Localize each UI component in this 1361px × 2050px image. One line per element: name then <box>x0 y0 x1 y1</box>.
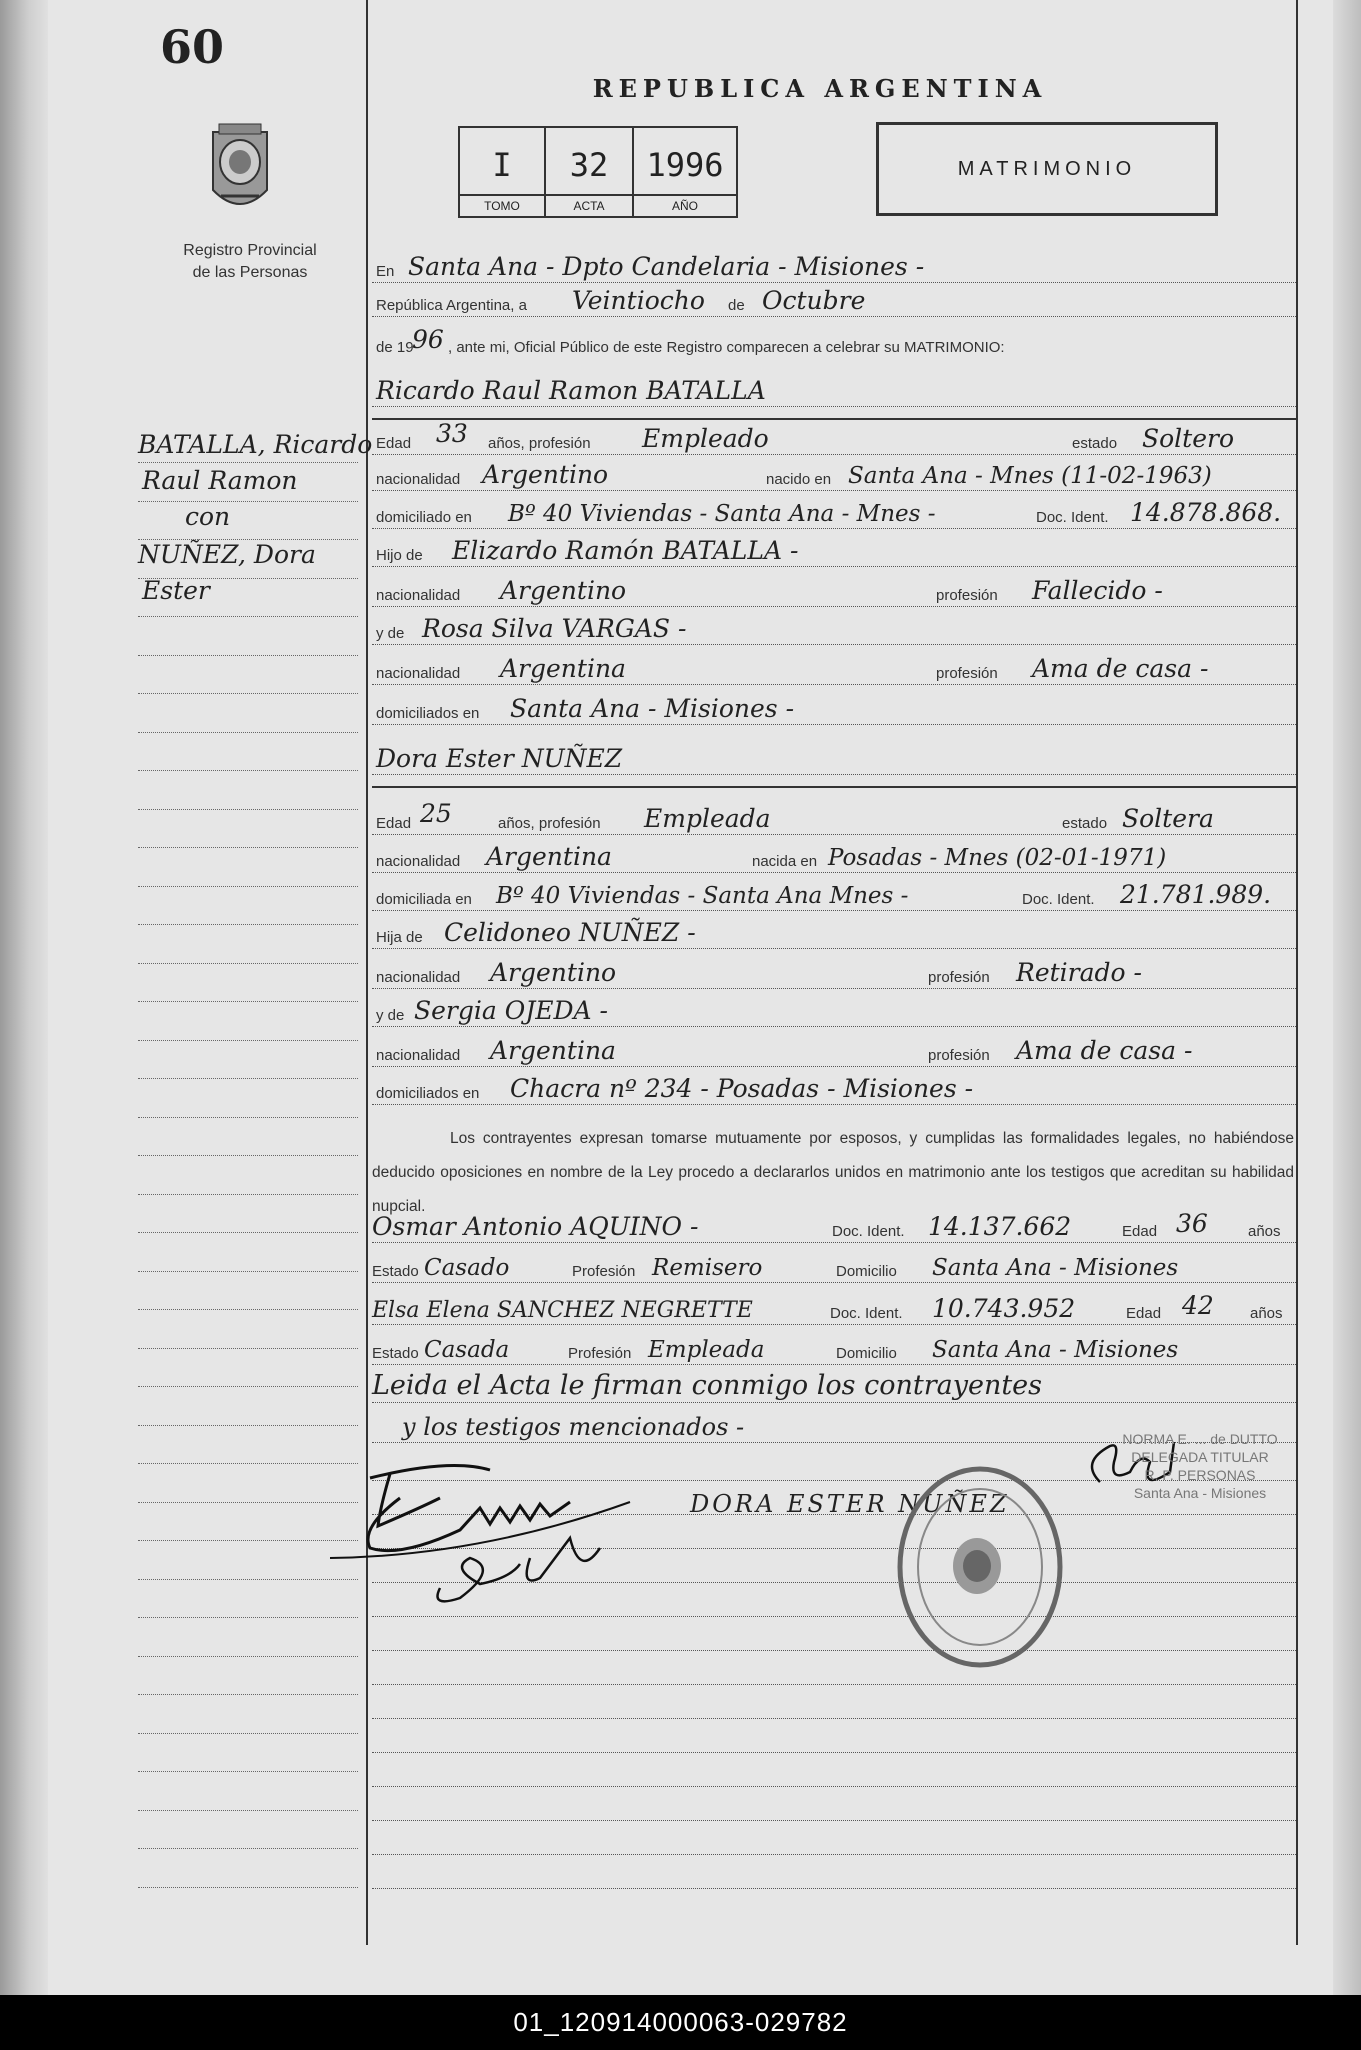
sello-line-1: NORMA E. ... de DUTTO <box>1122 1431 1278 1447</box>
margin-ruled-line <box>138 1425 358 1426</box>
underline <box>372 1066 1296 1067</box>
c2-dom-padres: Chacra nº 234 - Posadas - Misiones - <box>510 1074 974 1103</box>
y-de-label: y de <box>376 1007 405 1024</box>
row-en <box>372 252 1296 286</box>
tomo-cell <box>460 128 546 216</box>
estado-label: estado <box>1072 435 1118 452</box>
row-contrayente2-nombre <box>372 744 1296 778</box>
margin-ruled-line <box>138 1271 358 1272</box>
matrimonio-box: MATRIMONIO <box>876 122 1218 216</box>
estado-label: estado <box>1062 815 1108 832</box>
c2-madre-prof: Ama de casa - <box>1016 1036 1193 1065</box>
row-c2-dom-padres <box>372 1074 1296 1108</box>
margin-ruled-line <box>138 1502 358 1503</box>
provincial-seal-icon <box>205 120 275 220</box>
margin-ruled-line <box>138 1078 358 1079</box>
underline <box>372 948 1296 949</box>
registro-line-2: de las Personas <box>192 264 308 281</box>
margin-ruled-line <box>138 462 358 463</box>
margin-ruled-line <box>138 578 358 579</box>
en-value: Santa Ana - Dpto Candelaria - Misiones - <box>408 252 925 281</box>
domicilio-label: Domicilio <box>836 1263 897 1280</box>
row-t1-estado <box>372 1256 1296 1286</box>
row-t2-estado <box>372 1338 1296 1368</box>
row-cierre-1 <box>372 1370 1296 1406</box>
c2-padre: Celidoneo NUÑEZ - <box>444 918 696 947</box>
profesion-label: años, profesión <box>488 435 591 452</box>
cierre-line-1: Leida el Acta le firman conmigo los contrayentes <box>372 1370 1043 1401</box>
c1-madre-nac: Argentina <box>500 654 626 683</box>
underline <box>372 988 1296 989</box>
underline <box>372 834 1296 835</box>
row-c2-madre-nac <box>372 1036 1296 1070</box>
sello-line-4: Santa Ana - Misiones <box>1133 1485 1267 1501</box>
ruled-line <box>372 1888 1296 1889</box>
sello-line-3: R. P. PERSONAS <box>1144 1467 1256 1483</box>
underline <box>372 1026 1296 1027</box>
profesion-label: profesión <box>936 587 998 604</box>
c2-nacida: Posadas - Mnes (02-01-1971) <box>828 845 1167 871</box>
domiciliados-label: domiciliados en <box>376 705 480 722</box>
c1-madre: Rosa Silva VARGAS - <box>422 614 687 643</box>
underline <box>372 644 1296 645</box>
row-c2-dom <box>372 880 1296 914</box>
document-title: REPUBLICA ARGENTINA <box>592 74 1048 103</box>
domicilio-label: Domicilio <box>836 1345 897 1362</box>
anio-suffix-value: 96 <box>412 325 444 354</box>
t1-domicilio: Santa Ana - Misiones <box>932 1255 1179 1281</box>
c2-nacionalidad: Argentina <box>486 842 612 871</box>
margin-ruled-line <box>138 1579 358 1580</box>
edad-label: Edad <box>376 435 412 452</box>
c2-doc: 21.781.989. <box>1120 880 1272 909</box>
ruled-line <box>372 1786 1296 1787</box>
margin-ruled-line <box>138 693 358 694</box>
margin-ruled-line <box>138 1771 358 1772</box>
row-contrayente1-nombre <box>372 376 1296 410</box>
ruled-line <box>372 1820 1296 1821</box>
scan-id-footer: 01_120914000063-029782 <box>0 1995 1361 2050</box>
ruled-line <box>372 1718 1296 1719</box>
acta-cell <box>546 128 634 216</box>
margin-ruled-line <box>138 1117 358 1118</box>
registro-label <box>150 240 350 284</box>
c2-madre-nac: Argentina <box>490 1036 616 1065</box>
doc-label: Doc. Ident. <box>830 1305 903 1322</box>
anio-label: AÑO <box>634 194 736 216</box>
underline <box>372 490 1296 491</box>
c2-estado: Soltera <box>1122 804 1214 833</box>
c1-estado: Soltero <box>1142 424 1235 453</box>
t1-doc: 14.137.662 <box>928 1212 1072 1241</box>
anios-label: años <box>1250 1305 1283 1322</box>
row-c2-nac <box>372 842 1296 876</box>
hijo-label: Hijo de <box>376 547 423 564</box>
tomo-value: I <box>492 146 512 184</box>
y-de-label: y de <box>376 625 405 642</box>
margin-ruled-line <box>138 1887 358 1888</box>
nacionalidad-label: nacionalidad <box>376 969 461 986</box>
margin-ruled-line <box>138 1848 358 1849</box>
margin-ruled-line <box>138 924 358 925</box>
c1-nacido: Santa Ana - Mnes (11-02-1963) <box>848 463 1212 489</box>
row-c2-madre <box>372 996 1296 1030</box>
margin-ruled-line <box>138 655 358 656</box>
c1-padre: Elizardo Ramón BATALLA - <box>452 536 799 565</box>
margin-ruled-line <box>138 1540 358 1541</box>
dia-value: Veintiocho <box>572 286 705 315</box>
t2-edad: 42 <box>1182 1291 1214 1320</box>
doc-label: Doc. Ident. <box>832 1223 905 1240</box>
margin-ruled-line <box>138 1001 358 1002</box>
profesion-label: profesión <box>928 969 990 986</box>
declaracion-paragraph: Los contrayentes expresan tomarse mutuamente por esposos, y cumplidas las formalidades legales, no habiéndose deducido oposiciones en nombre de la Ley procedo a declararlos unidos en matrimonio ante los testigos que acreditan su habilidad nupcial. <box>372 1130 1294 1215</box>
c2-domicilio: Bº 40 Viviendas - Santa Ana Mnes - <box>496 883 909 909</box>
profesion-label: profesión <box>936 665 998 682</box>
underline <box>372 1282 1296 1283</box>
row-c1-madre-nac <box>372 654 1296 688</box>
underline <box>372 1242 1296 1243</box>
book-binding <box>0 0 48 1995</box>
underline <box>372 528 1296 529</box>
row-c1-dom <box>372 498 1296 532</box>
mes-value: Octubre <box>762 286 866 315</box>
c1-padre-prof: Fallecido - <box>1032 576 1163 605</box>
doc-label: Doc. Ident. <box>1036 509 1109 526</box>
underline <box>372 454 1296 455</box>
margin-ruled-line <box>138 1155 358 1156</box>
row-c2-edad <box>372 799 1296 838</box>
profesion-label: Profesión <box>572 1263 636 1280</box>
row-c2-hija <box>372 918 1296 952</box>
underline <box>372 1324 1296 1325</box>
domiciliado-label: domiciliado en <box>376 509 472 526</box>
row-t2-nombre <box>372 1291 1296 1328</box>
ruled-line <box>372 1650 1296 1651</box>
en-label: En <box>376 263 395 280</box>
margin-ruled-line <box>138 809 358 810</box>
anios-label: años <box>1248 1223 1281 1240</box>
nacionalidad-label: nacionalidad <box>376 665 461 682</box>
row-c1-dom-padres <box>372 694 1296 728</box>
c2-madre: Sergia OJEDA - <box>414 996 608 1025</box>
underline <box>372 872 1296 873</box>
signature-contrayente1 <box>330 1438 670 1618</box>
t1-profesion: Remisero <box>652 1255 763 1281</box>
margin-ruled-line <box>138 1656 358 1657</box>
estado-label: Estado <box>372 1263 419 1280</box>
tomo-label: TOMO <box>460 194 544 216</box>
doc-label: Doc. Ident. <box>1022 891 1095 908</box>
underline <box>372 910 1296 911</box>
margin-ruled-line <box>138 732 358 733</box>
margin-ruled-line <box>138 963 358 964</box>
margin-ruled-line <box>138 886 358 887</box>
c2-profesion: Empleada <box>644 804 771 833</box>
c1-madre-prof: Ama de casa - <box>1032 654 1209 683</box>
profesion-label: profesión <box>928 1047 990 1064</box>
c1-nacionalidad: Argentino <box>482 460 609 489</box>
anio-prefix: de 19 <box>376 339 414 356</box>
t2-nombre: Elsa Elena SANCHEZ NEGRETTE <box>372 1298 753 1323</box>
row-c1-edad <box>372 419 1296 458</box>
t1-edad: 36 <box>1176 1209 1208 1238</box>
c1-dom-padres: Santa Ana - Misiones - <box>510 694 795 723</box>
nacida-label: nacida en <box>752 853 818 870</box>
row-c2-padre-nac <box>372 958 1296 992</box>
de-label: de <box>728 297 745 314</box>
signature-contrayente2: DORA ESTER NUÑEZ <box>690 1490 1010 1518</box>
c2-edad: 25 <box>420 799 452 828</box>
domiciliada-label: domiciliada en <box>376 891 472 908</box>
t2-estado: Casada <box>424 1337 510 1363</box>
margin-ruled-line <box>138 1309 358 1310</box>
nacionalidad-label: nacionalidad <box>376 1047 461 1064</box>
margin-ruled-line <box>138 1694 358 1695</box>
underline <box>372 724 1296 725</box>
margin-ruled-line <box>138 770 358 771</box>
hija-label: Hija de <box>376 929 423 946</box>
margin-rule <box>366 0 368 1945</box>
right-rule <box>1296 0 1298 1945</box>
registro-line-1: Registro Provincial <box>183 242 317 259</box>
page-number: 60 <box>160 20 225 74</box>
nacionalidad-label: nacionalidad <box>376 471 461 488</box>
cierre-line-2: y los testigos mencionados - <box>402 1413 745 1441</box>
margin-ruled-line <box>138 539 358 540</box>
margin-ruled-line <box>138 1463 358 1464</box>
c1-profesion: Empleado <box>642 424 769 453</box>
margin-note-line-3: con <box>185 502 231 531</box>
round-seal-icon <box>895 1462 1065 1672</box>
row-c1-nac <box>372 460 1296 494</box>
sello-line-2: DELEGADA TITULAR <box>1131 1449 1269 1465</box>
edad-label: Edad <box>376 815 412 832</box>
profesion-label: Profesión <box>568 1345 632 1362</box>
underline <box>372 1364 1296 1365</box>
edad-label: Edad <box>1126 1305 1162 1322</box>
c1-doc: 14.878.868. <box>1130 498 1282 527</box>
tomo-acta-box <box>458 126 738 218</box>
nacionalidad-label: nacionalidad <box>376 853 461 870</box>
margin-note-line-5: Ester <box>142 576 210 605</box>
acta-label: ACTA <box>546 194 632 216</box>
t2-doc: 10.743.952 <box>932 1294 1076 1323</box>
row-ante <box>372 325 1296 362</box>
contrayente1-nombre: Ricardo Raul Ramon BATALLA <box>376 376 766 405</box>
margin-ruled-line <box>138 847 358 848</box>
margin-ruled-line <box>138 616 358 617</box>
ruled-line <box>372 1684 1296 1685</box>
c1-padre-nac: Argentino <box>500 576 627 605</box>
row-c1-padre-nac <box>372 576 1296 610</box>
oficial-stamp <box>1110 1430 1290 1502</box>
contrayente2-nombre: Dora Ester NUÑEZ <box>376 744 623 773</box>
edad-label: Edad <box>1122 1223 1158 1240</box>
margin-ruled-line <box>138 1810 358 1811</box>
underline <box>372 1104 1296 1105</box>
ruled-line <box>372 1752 1296 1753</box>
c1-edad: 33 <box>436 419 468 448</box>
nacido-label: nacido en <box>766 471 832 488</box>
margin-ruled-line <box>138 1733 358 1734</box>
underline <box>372 282 1296 283</box>
underline <box>372 566 1296 567</box>
margin-ruled-line <box>138 501 358 502</box>
t1-nombre: Osmar Antonio AQUINO - <box>372 1212 699 1241</box>
margin-note-line-1: BATALLA, Ricardo <box>138 430 373 459</box>
anio-value: 1996 <box>646 146 724 184</box>
underline <box>372 1402 1296 1403</box>
margin-ruled-line <box>138 1232 358 1233</box>
ruled-line <box>372 1854 1296 1855</box>
ante-text: , ante mi, Oficial Público de este Registro comparecen a celebrar su MATRIMONIO: <box>448 339 1005 356</box>
page-edge <box>1333 0 1361 1995</box>
underline <box>372 684 1296 685</box>
underline <box>372 406 1296 407</box>
section-divider <box>372 786 1296 788</box>
c1-domicilio: Bº 40 Viviendas - Santa Ana - Mnes - <box>508 501 936 527</box>
underline <box>372 774 1296 775</box>
row-republica <box>372 286 1296 320</box>
margin-ruled-line <box>138 1194 358 1195</box>
profesion-label: años, profesión <box>498 815 601 832</box>
t1-estado: Casado <box>424 1255 510 1281</box>
margin-ruled-line <box>138 1348 358 1349</box>
acta-value: 32 <box>569 146 609 184</box>
row-c1-hijo <box>372 536 1296 570</box>
margin-note-line-2: Raul Ramon <box>142 466 298 495</box>
t2-domicilio: Santa Ana - Misiones <box>932 1337 1179 1363</box>
anio-cell <box>634 128 736 216</box>
margin-ruled-line <box>138 1040 358 1041</box>
underline <box>372 606 1296 607</box>
estado-label: Estado <box>372 1345 419 1362</box>
c2-padre-prof: Retirado - <box>1016 958 1142 987</box>
row-t1-nombre <box>372 1209 1296 1246</box>
margin-note-line-4: NUÑEZ, Dora <box>138 540 316 569</box>
margin-ruled-line <box>138 1386 358 1387</box>
row-c1-madre <box>372 614 1296 648</box>
t2-profesion: Empleada <box>648 1337 765 1363</box>
republica-label: República Argentina, a <box>376 297 527 314</box>
section-divider <box>372 418 1296 420</box>
c2-padre-nac: Argentino <box>490 958 617 987</box>
nacionalidad-label: nacionalidad <box>376 587 461 604</box>
underline <box>372 316 1296 317</box>
domiciliados-label: domiciliados en <box>376 1085 480 1102</box>
margin-ruled-line <box>138 1617 358 1618</box>
